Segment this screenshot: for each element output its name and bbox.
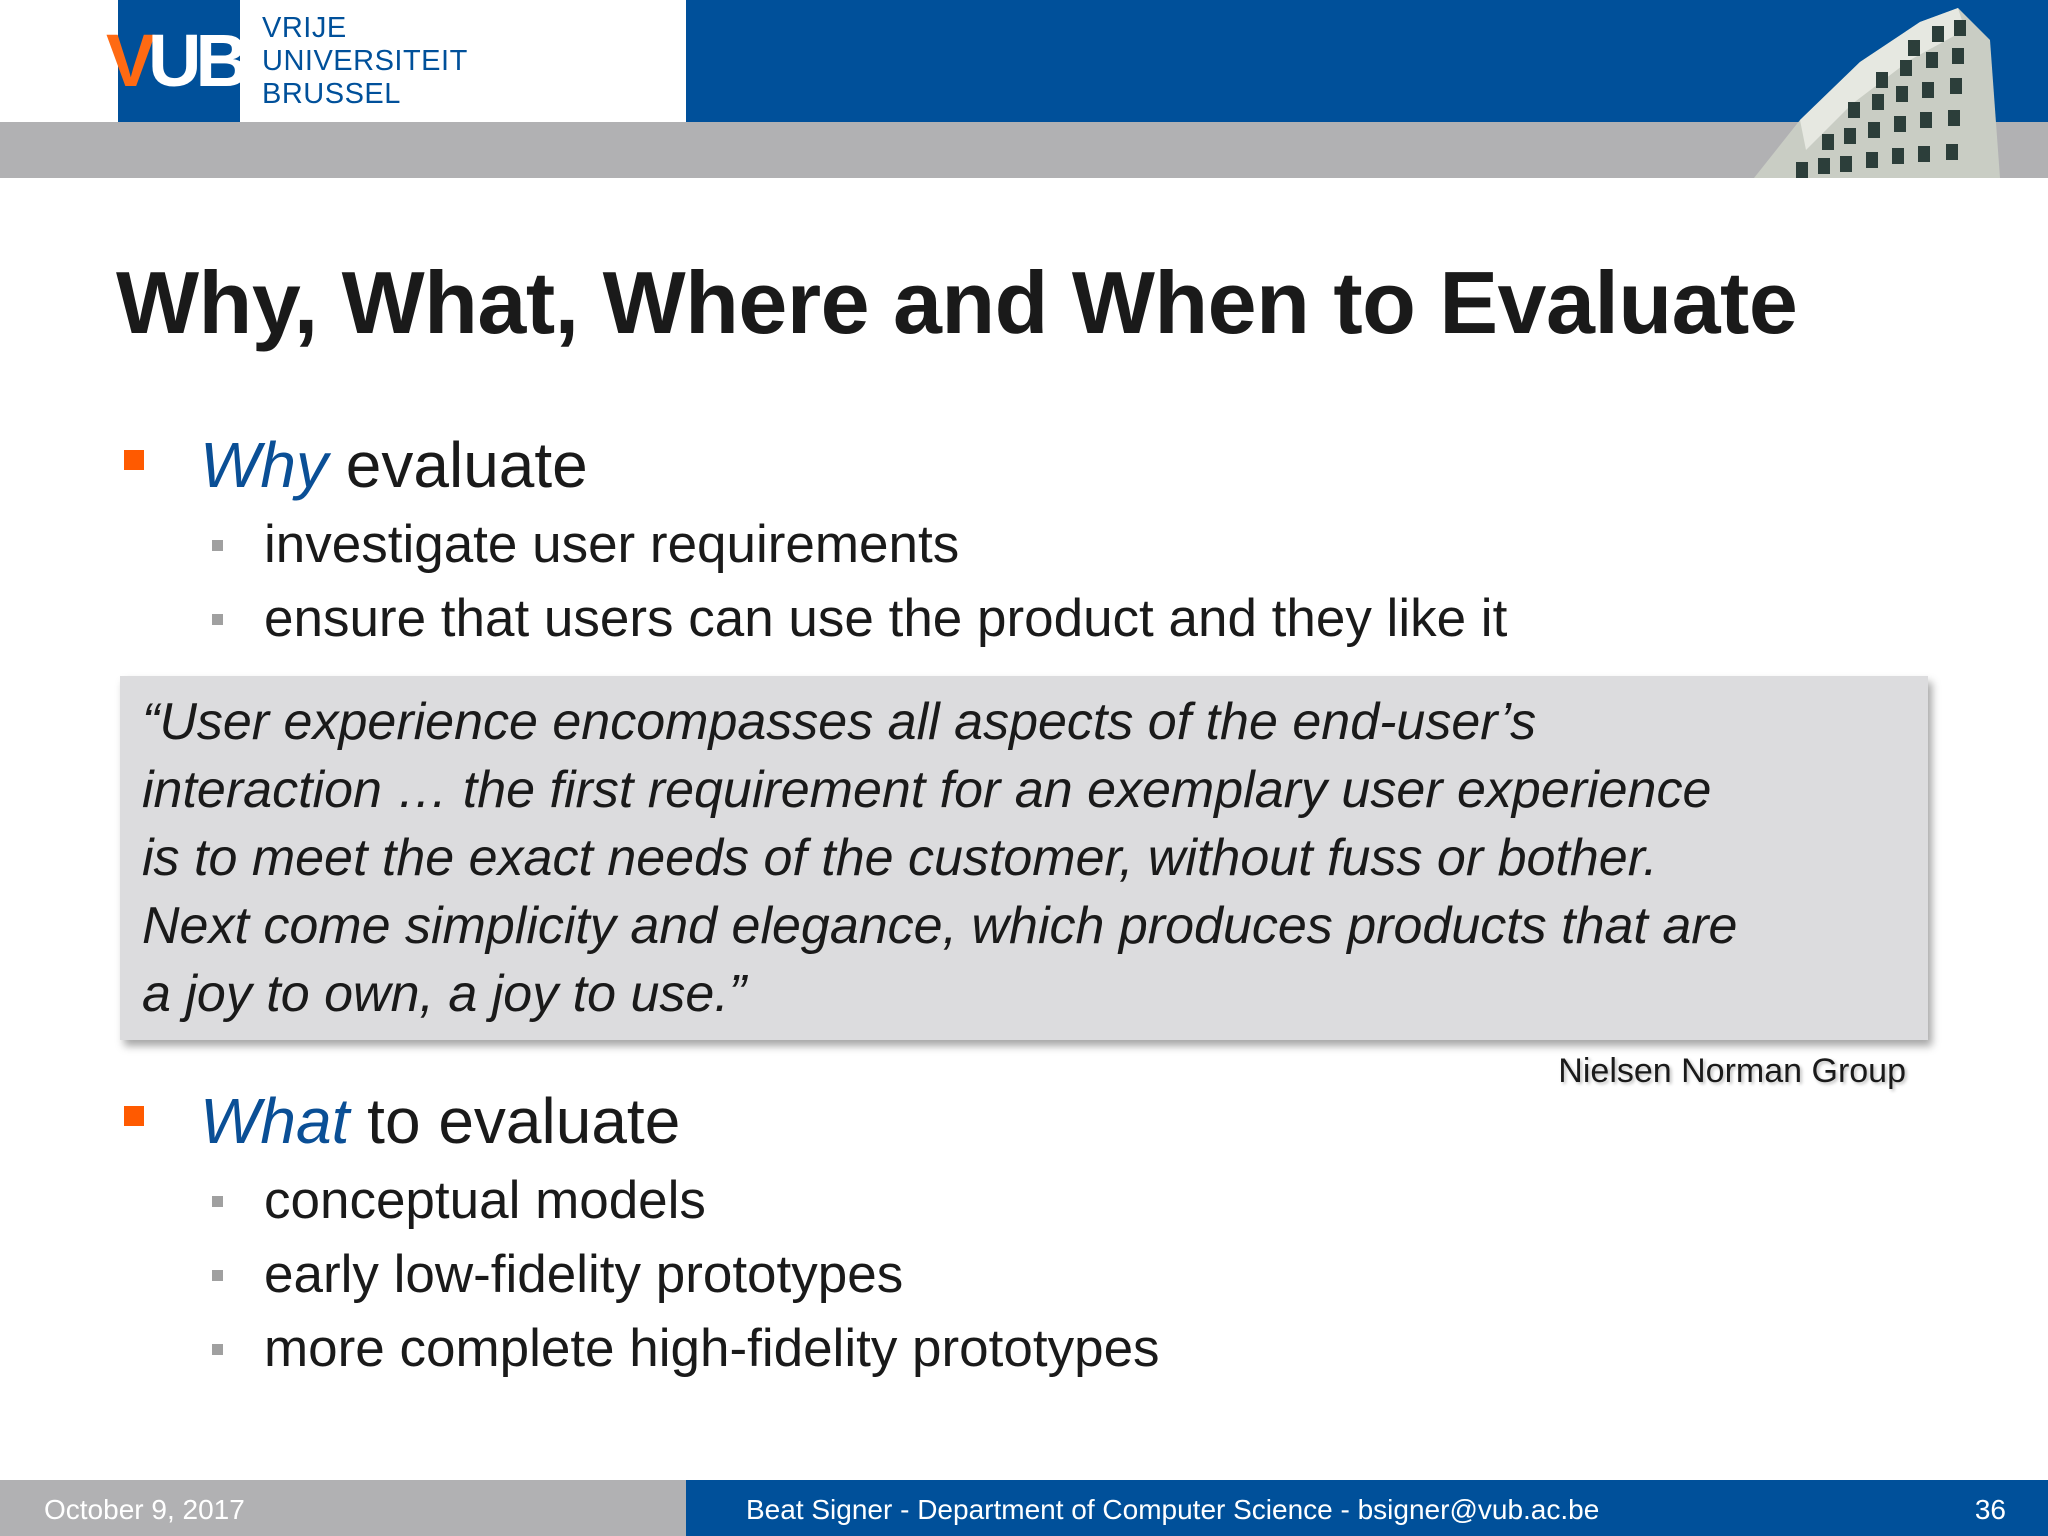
orange-bullet-icon <box>124 450 144 470</box>
quote-box <box>120 676 1928 1040</box>
quote-source: Nielsen Norman Group <box>1558 1052 1906 1090</box>
slide-title: Why, What, Where and When to Evaluate <box>116 253 1798 352</box>
quote-line-3: is to meet the exact needs of the customer, without fuss or bother. <box>142 829 1658 887</box>
footer-author: Beat Signer - Department of Computer Science - bsigner@vub.ac.be <box>746 1494 1600 1525</box>
sub-bullet-text: more complete high-fidelity prototypes <box>264 1319 1160 1378</box>
bullet-text <box>200 428 588 502</box>
university-name <box>262 12 468 111</box>
orange-bullet-icon <box>124 1106 144 1126</box>
gray-bullet-icon <box>212 1344 223 1355</box>
page-number: 36 <box>1974 1494 2006 1525</box>
emphasis-why: Why <box>200 429 328 501</box>
footer-date: October 9, 2017 <box>44 1494 245 1525</box>
university-name-line-3: BRUSSEL <box>262 78 401 110</box>
quote-line-2: interaction … the first requirement for an exemplary user experience <box>142 761 1712 819</box>
university-name-line-1: VRIJE <box>262 12 347 44</box>
quote-text <box>142 688 1922 1028</box>
quote-line-5: a joy to own, a joy to use.” <box>142 965 747 1023</box>
gray-bullet-icon <box>212 1196 223 1207</box>
sub-bullet-text: ensure that users can use the product and they like it <box>264 589 1508 648</box>
sub-bullet-text: conceptual models <box>264 1171 706 1230</box>
sub-bullet-text: investigate user requirements <box>264 515 960 574</box>
quote-line-4: Next come simplicity and elegance, which produces products that are <box>142 897 1738 955</box>
emphasis-what: What <box>200 1085 350 1157</box>
bullet-rest: evaluate <box>328 429 588 501</box>
gray-bullet-icon <box>212 540 223 551</box>
building-image <box>1740 0 2000 178</box>
sub-bullet-text: early low-fidelity prototypes <box>264 1245 904 1304</box>
gray-bullet-icon <box>212 1270 223 1281</box>
logo-mark-v: V <box>106 19 150 102</box>
gray-bullet-icon <box>212 614 223 625</box>
bullet-rest: to evaluate <box>349 1085 681 1157</box>
university-name-line-2: UNIVERSITEIT <box>262 45 468 77</box>
quote-line-1: “User experience encompasses all aspects of the end-user’s <box>142 693 1537 751</box>
logo-mark-ub: UB <box>148 19 243 102</box>
bullet-text <box>200 1084 680 1158</box>
